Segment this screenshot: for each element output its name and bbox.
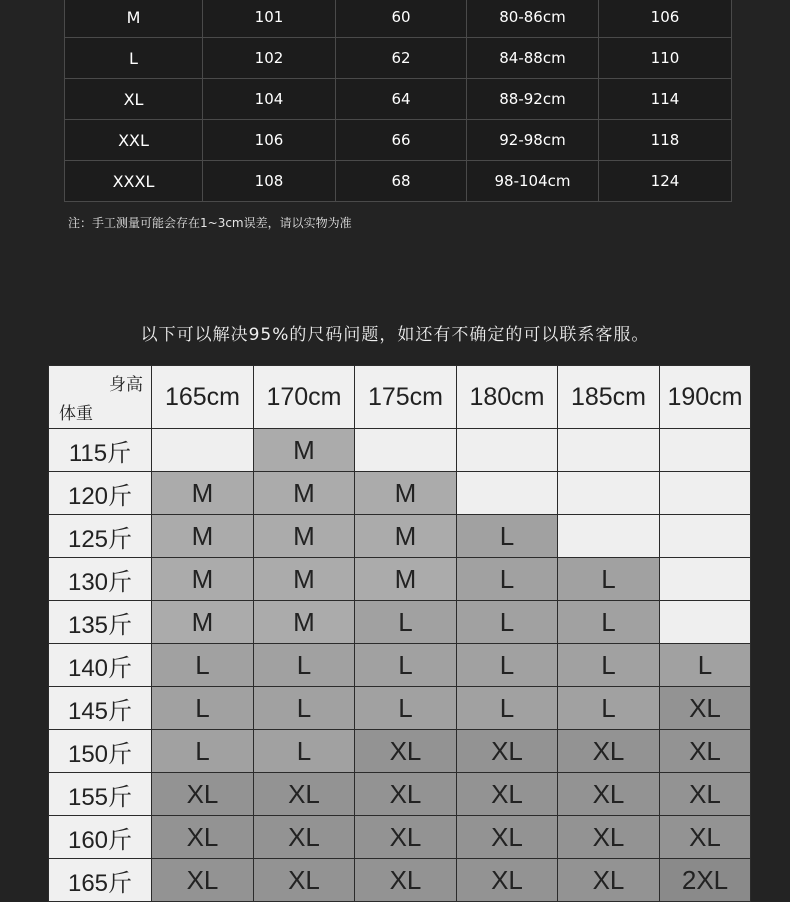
recommended-size-cell: M	[152, 515, 254, 558]
measurement-cell: 60	[336, 0, 467, 38]
recommended-size-cell: XL	[355, 816, 457, 859]
recommended-size-cell: L	[254, 730, 355, 773]
empty-size-cell	[558, 515, 660, 558]
empty-size-cell	[558, 472, 660, 515]
height-column-header: 165cm	[152, 366, 254, 429]
recommended-size-cell: L	[660, 644, 751, 687]
measurement-note: 注：手工测量可能会存在1~3cm误差，请以实物为准	[68, 216, 352, 230]
measurement-cell: 98-104cm	[467, 161, 599, 202]
measurement-cell: 102	[203, 38, 336, 79]
recommended-size-cell: M	[254, 558, 355, 601]
recommended-size-cell: 2XL	[660, 859, 751, 902]
recommended-size-cell: M	[254, 515, 355, 558]
recommended-size-cell: M	[254, 429, 355, 472]
weight-row-header: 145斤	[49, 687, 152, 730]
size-label-cell: XXL	[65, 120, 203, 161]
grid-corner-header	[49, 366, 152, 429]
weight-row	[49, 773, 751, 816]
weight-axis-label: 体重	[59, 404, 93, 423]
measurement-cell: 118	[599, 120, 732, 161]
weight-row	[49, 644, 751, 687]
empty-size-cell	[660, 601, 751, 644]
height-column-header: 190cm	[660, 366, 751, 429]
recommended-size-cell: XL	[254, 816, 355, 859]
measurement-cell: 101	[203, 0, 336, 38]
weight-row-header: 135斤	[49, 601, 152, 644]
weight-row-header: 155斤	[49, 773, 152, 816]
measurement-cell: 84-88cm	[467, 38, 599, 79]
weight-row	[49, 816, 751, 859]
empty-size-cell	[457, 472, 558, 515]
weight-row-header: 165斤	[49, 859, 152, 902]
recommended-size-cell: L	[558, 644, 660, 687]
recommended-size-cell: XL	[558, 773, 660, 816]
size-label-cell: XXXL	[65, 161, 203, 202]
recommended-size-cell: XL	[558, 730, 660, 773]
height-column-header: 185cm	[558, 366, 660, 429]
recommended-size-cell: XL	[558, 859, 660, 902]
weight-row	[49, 601, 751, 644]
recommended-size-cell: XL	[355, 859, 457, 902]
empty-size-cell	[660, 558, 751, 601]
measurement-cell: 68	[336, 161, 467, 202]
measurement-cell: 104	[203, 79, 336, 120]
empty-size-cell	[660, 515, 751, 558]
recommended-size-cell: L	[254, 644, 355, 687]
recommended-size-cell: XL	[254, 859, 355, 902]
recommended-size-cell: L	[152, 730, 254, 773]
height-column-header: 170cm	[254, 366, 355, 429]
recommended-size-cell: M	[152, 601, 254, 644]
height-column-header: 180cm	[457, 366, 558, 429]
recommended-size-cell: L	[558, 601, 660, 644]
recommended-size-cell: XL	[457, 773, 558, 816]
recommended-size-cell: XL	[152, 773, 254, 816]
recommended-size-cell: L	[355, 687, 457, 730]
recommended-size-cell: L	[457, 601, 558, 644]
measurement-row	[65, 79, 732, 120]
recommended-size-cell: M	[355, 515, 457, 558]
measurement-cell: 124	[599, 161, 732, 202]
weight-row	[49, 472, 751, 515]
measurement-row	[65, 0, 732, 38]
recommended-size-cell: XL	[355, 730, 457, 773]
recommended-size-cell: M	[254, 601, 355, 644]
measurement-cell: 92-98cm	[467, 120, 599, 161]
empty-size-cell	[558, 429, 660, 472]
recommended-size-cell: L	[254, 687, 355, 730]
recommended-size-cell: L	[457, 644, 558, 687]
height-axis-label: 身高	[109, 375, 143, 394]
weight-row-header: 130斤	[49, 558, 152, 601]
size-recommendation-grid	[48, 365, 751, 902]
measurement-cell: 110	[599, 38, 732, 79]
empty-size-cell	[660, 429, 751, 472]
recommended-size-cell: L	[457, 515, 558, 558]
weight-row	[49, 515, 751, 558]
recommended-size-cell: M	[254, 472, 355, 515]
recommended-size-cell: XL	[152, 816, 254, 859]
recommended-size-cell: XL	[152, 859, 254, 902]
weight-row-header: 150斤	[49, 730, 152, 773]
measurement-cell: 64	[336, 79, 467, 120]
measurement-cell: 114	[599, 79, 732, 120]
size-guide-subtitle: 以下可以解决95%的尺码问题，如还有不确定的可以联系客服。	[140, 325, 650, 345]
measurement-cell: 88-92cm	[467, 79, 599, 120]
recommended-size-cell: M	[355, 558, 457, 601]
weight-row-header: 115斤	[49, 429, 152, 472]
weight-row	[49, 859, 751, 902]
recommended-size-cell: XL	[660, 730, 751, 773]
height-column-header: 175cm	[355, 366, 457, 429]
recommended-size-cell: M	[152, 558, 254, 601]
measurement-table	[64, 0, 732, 202]
recommended-size-cell: L	[558, 558, 660, 601]
measurement-cell: 66	[336, 120, 467, 161]
recommended-size-cell: M	[152, 472, 254, 515]
recommended-size-cell: L	[457, 558, 558, 601]
recommended-size-cell: XL	[254, 773, 355, 816]
recommended-size-cell: XL	[457, 816, 558, 859]
recommended-size-cell: M	[355, 472, 457, 515]
recommended-size-cell: L	[152, 687, 254, 730]
recommended-size-cell: L	[558, 687, 660, 730]
weight-row-header: 120斤	[49, 472, 152, 515]
empty-size-cell	[152, 429, 254, 472]
size-label-cell: M	[65, 0, 203, 38]
empty-size-cell	[355, 429, 457, 472]
measurement-cell: 106	[203, 120, 336, 161]
recommended-size-cell: XL	[660, 816, 751, 859]
weight-row	[49, 558, 751, 601]
recommended-size-cell: XL	[660, 773, 751, 816]
measurement-cell: 106	[599, 0, 732, 38]
weight-row	[49, 687, 751, 730]
recommended-size-cell: L	[355, 644, 457, 687]
measurement-cell: 80-86cm	[467, 0, 599, 38]
weight-row	[49, 429, 751, 472]
recommended-size-cell: XL	[660, 687, 751, 730]
measurement-cell: 108	[203, 161, 336, 202]
recommended-size-cell: XL	[355, 773, 457, 816]
measurement-cell: 62	[336, 38, 467, 79]
weight-row-header: 160斤	[49, 816, 152, 859]
recommended-size-cell: L	[355, 601, 457, 644]
recommended-size-cell: XL	[558, 816, 660, 859]
weight-row-header: 140斤	[49, 644, 152, 687]
size-label-cell: XL	[65, 79, 203, 120]
empty-size-cell	[660, 472, 751, 515]
recommended-size-cell: L	[457, 687, 558, 730]
weight-row-header: 125斤	[49, 515, 152, 558]
measurement-row	[65, 38, 732, 79]
measurement-row	[65, 161, 732, 202]
size-label-cell: L	[65, 38, 203, 79]
measurement-row	[65, 120, 732, 161]
weight-row	[49, 730, 751, 773]
recommended-size-cell: XL	[457, 859, 558, 902]
recommended-size-cell: L	[152, 644, 254, 687]
recommended-size-cell: XL	[457, 730, 558, 773]
empty-size-cell	[457, 429, 558, 472]
